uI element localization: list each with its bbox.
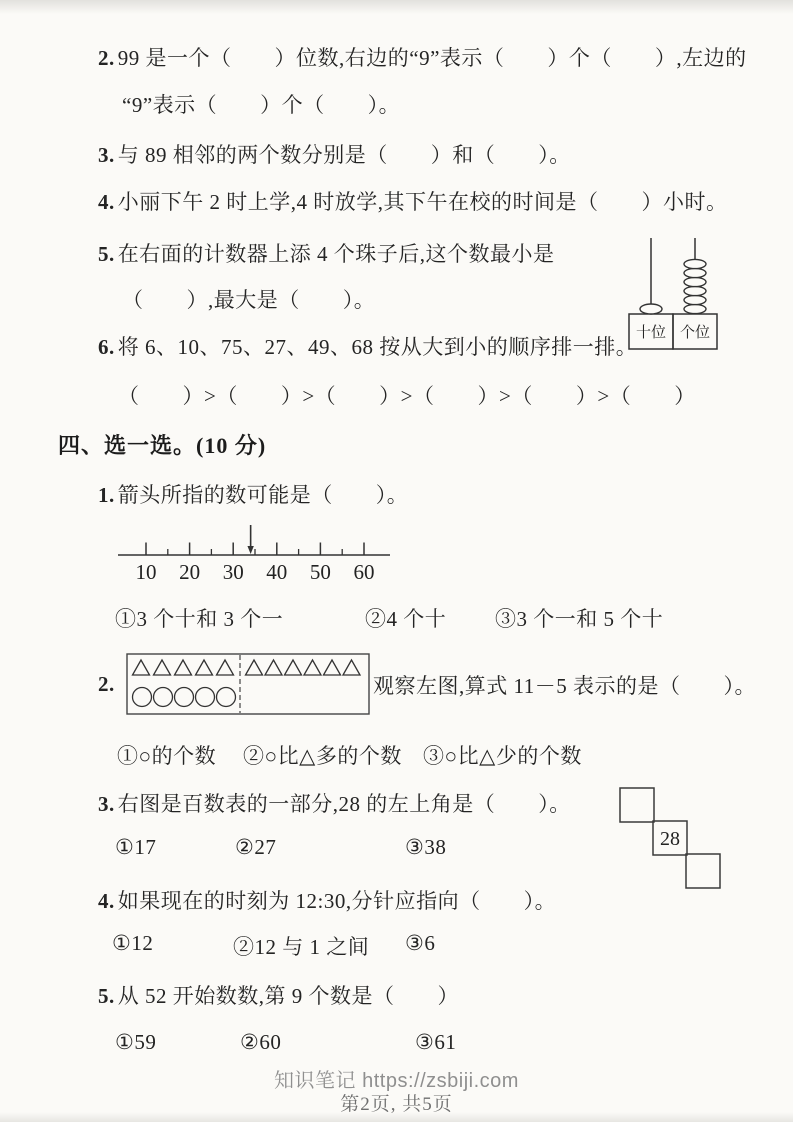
q5-option-2: ②60 [240, 1030, 282, 1054]
question-text: 箭头所指的数可能是（ ）。 [117, 483, 409, 507]
hundred-chart-figure [616, 784, 728, 896]
q1-option-2: ②4 个十 [365, 607, 447, 631]
footer-site-url: 知识笔记 https://zsbiji.com [274, 1070, 519, 1092]
number-line-figure [116, 519, 400, 593]
question-number: 2. [98, 672, 115, 696]
question-text: 如果现在的时刻为 12:30,分针应指向（ ）。 [117, 889, 557, 913]
svg-text:十位: 十位 [635, 325, 667, 341]
question-text: “9”表示（ ）个（ ）。 [122, 93, 401, 117]
q2-option-3: ③○比△少的个数 [423, 744, 582, 768]
svg-text:30: 30 [222, 560, 244, 584]
q5-option-3: ③61 [415, 1030, 457, 1054]
question-number: 4. [98, 190, 115, 214]
svg-text:50: 50 [309, 560, 331, 584]
footer-page-number: 第2页, 共5页 [340, 1094, 453, 1115]
svg-text:10: 10 [135, 560, 157, 584]
question-text: 与 89 相邻的两个数分别是（ ）和（ ）。 [117, 143, 571, 167]
question-text: 99 是一个（ ）位数,右边的“9”表示（ ）个（ ）,左边的 [117, 46, 747, 70]
question-number: 6. [98, 335, 115, 359]
compare-box-figure [126, 653, 372, 717]
ordering-blanks: （ ）>（ ）>（ ）>（ ）>（ ）>（ ） [118, 384, 696, 408]
choice-q1 [98, 479, 408, 509]
fillin-item-2-line-1 [98, 42, 747, 72]
question-number: 2. [98, 46, 115, 70]
compare-box-svg [126, 653, 372, 717]
q1-option-1: ①3 个十和 3 个一 [115, 607, 284, 631]
fillin-item-5-line-1 [98, 238, 555, 268]
q2-option-1: ①○的个数 [117, 744, 217, 768]
q4-option-3: ③6 [405, 931, 436, 955]
q3-option-3: ③38 [405, 835, 447, 859]
q2-option-2: ②○比△多的个数 [243, 744, 402, 768]
q3-option-1: ①17 [115, 835, 157, 859]
question-number: 1. [98, 483, 115, 507]
fillin-item-6-line-1 [98, 331, 637, 361]
question-number: 4. [98, 889, 115, 913]
question-text: 从 52 开始数数,第 9 个数是（ ） [117, 984, 459, 1008]
section-title: 四、选一选。(10 分) [58, 433, 267, 458]
question-text: 在右面的计数器上添 4 个珠子后,这个数最小是 [117, 242, 555, 266]
fillin-item-2-line-2 [122, 89, 400, 119]
question-text: （ ）,最大是（ ）。 [122, 288, 376, 312]
question-number: 3. [98, 792, 115, 816]
choice-q2-number [98, 672, 118, 697]
counter-figure [627, 234, 721, 354]
arrow-marker [247, 525, 253, 554]
q5-option-1: ①59 [115, 1030, 157, 1054]
svg-text:28: 28 [660, 828, 680, 850]
scan-edge-top [0, 0, 793, 14]
question-number: 5. [98, 984, 115, 1008]
svg-text:个位: 个位 [679, 325, 711, 341]
q3-option-2: ②27 [235, 835, 277, 859]
question-text: 小丽下午 2 时上学,4 时放学,其下午在校的时间是（ ）小时。 [117, 190, 728, 214]
question-text: 观察左图,算式 11－5 表示的是（ ）。 [373, 674, 756, 698]
number-line-svg [116, 519, 400, 593]
hundred-chart-svg [616, 784, 728, 896]
svg-text:40: 40 [266, 560, 288, 584]
q1-option-3: ③3 个一和 5 个十 [495, 607, 664, 631]
fillin-item-5-line-2 [122, 284, 375, 314]
choice-q3 [98, 788, 571, 818]
choice-q4 [98, 885, 556, 915]
svg-text:20: 20 [179, 560, 201, 584]
fillin-item-6-answer-row [118, 380, 696, 410]
question-text: 右图是百数表的一部分,28 的左上角是（ ）。 [117, 792, 571, 816]
fillin-item-4 [98, 186, 728, 216]
q4-option-2: ②12 与 1 之间 [233, 935, 370, 959]
question-text: 将 6、10、75、27、49、68 按从大到小的顺序排一排。 [117, 335, 638, 359]
choice-q5 [98, 980, 459, 1010]
choice-q2-text [373, 670, 756, 700]
counter-svg [627, 234, 721, 354]
question-number: 5. [98, 242, 115, 266]
q4-option-1: ①12 [112, 931, 154, 955]
fillin-item-3 [98, 139, 571, 169]
question-number: 3. [98, 143, 115, 167]
svg-text:60: 60 [353, 560, 375, 584]
